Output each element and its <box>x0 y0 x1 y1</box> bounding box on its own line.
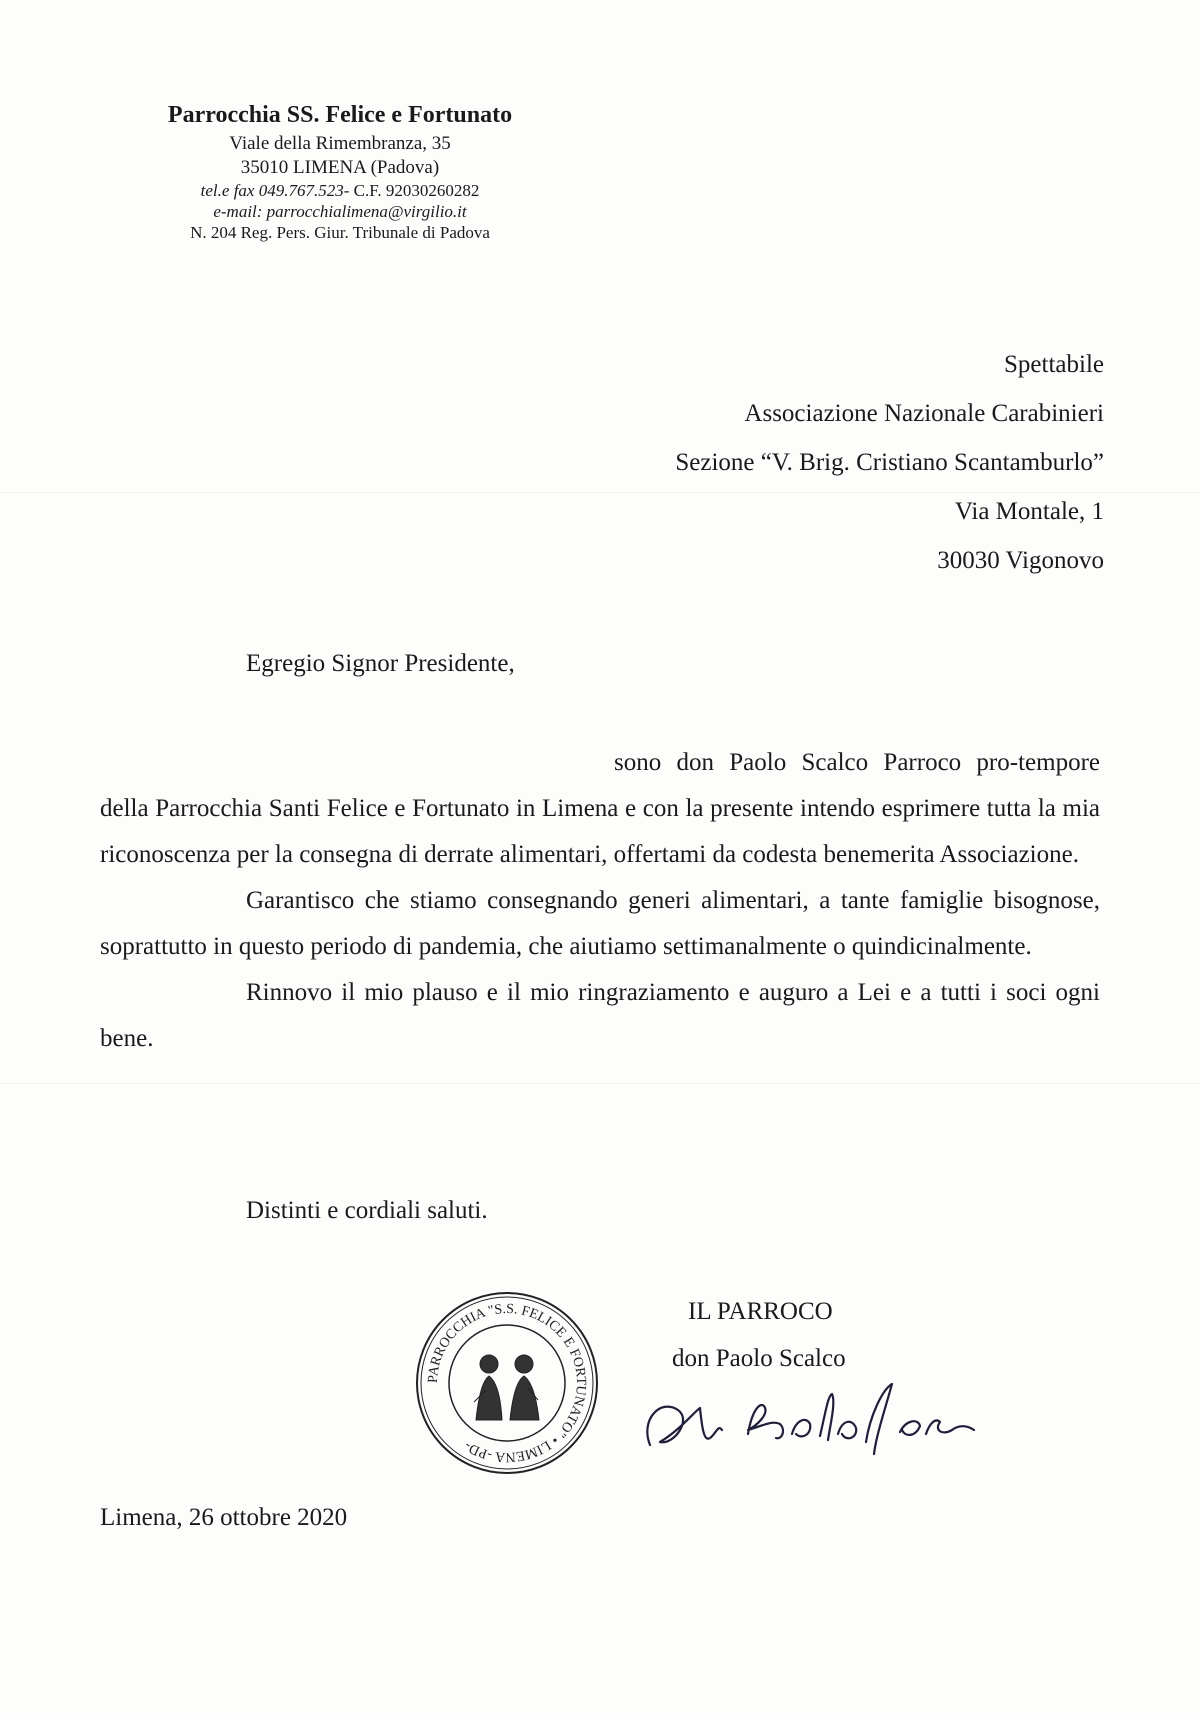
svg-text:PARROCCHIA "S.S. FELICE E FORT <box>426 1302 588 1464</box>
stamp-text: PARROCCHIA "S.S. FELICE E FORTUNATO" • LIMENA -PD- <box>425 1301 589 1465</box>
body-paragraph: sono don Paolo Scalco Parroco pro-tempore della Parrocchia Santi Felice e Fortunato in Limena e con la presente intendo esprimere tutta la mia riconoscenza per la consegna di derrate alimentari, offertami da codesta benemerita Associazione. <box>100 749 1100 868</box>
parish-city: 35010 LIMENA (Padova) <box>240 156 440 178</box>
recipient-line: Spettabile <box>1004 351 1104 378</box>
letter-body <box>100 740 1100 1062</box>
handwritten-signature <box>630 1350 990 1470</box>
parish-name: Parrocchia SS. Felice e Fortunato <box>167 102 513 128</box>
tax-code: C.F. 92030260282 <box>353 180 480 200</box>
letterhead <box>120 100 560 243</box>
stamp-figures-icon <box>474 1355 539 1420</box>
parish-registry: N. 204 Reg. Pers. Giur. Tribunale di Padova <box>190 223 490 242</box>
phone-number: 049.767.523- <box>258 180 350 200</box>
body-paragraph: Rinnovo il mio plauso e il mio ringraziamento e auguro a Lei e a tutti i soci ogni bene. <box>100 979 1100 1052</box>
recipient-block <box>675 340 1104 585</box>
parish-contacts <box>120 180 560 201</box>
body-paragraph: Garantisco che stiamo consegnando generi alimentari, a tante famiglie bisognose, soprattutto in questo periodo di pandemia, che aiutiamo settimanalmente o quindicinalmente. <box>100 887 1100 960</box>
parish-address: Viale della Rimembranza, 35 <box>229 133 451 154</box>
phone-label: tel.e fax <box>200 180 255 200</box>
letter-date: Limena, 26 ottobre 2020 <box>100 1504 348 1531</box>
parish-email: e-mail: parrocchialimena@virgilio.it <box>213 201 467 221</box>
closing: Distinti e cordiali saluti. <box>246 1197 488 1224</box>
recipient-line: Sezione “V. Brig. Cristiano Scantamburlo” <box>675 449 1104 476</box>
parish-stamp <box>414 1290 600 1476</box>
recipient-line: Associazione Nazionale Carabinieri <box>744 400 1104 427</box>
salutation: Egregio Signor Presidente, <box>246 650 515 677</box>
recipient-line: 30030 Vigonovo <box>937 547 1104 574</box>
recipient-line: Via Montale, 1 <box>954 498 1104 525</box>
signature-title: IL PARROCO <box>688 1298 833 1325</box>
signature-name: don Paolo Scalco <box>672 1345 846 1372</box>
